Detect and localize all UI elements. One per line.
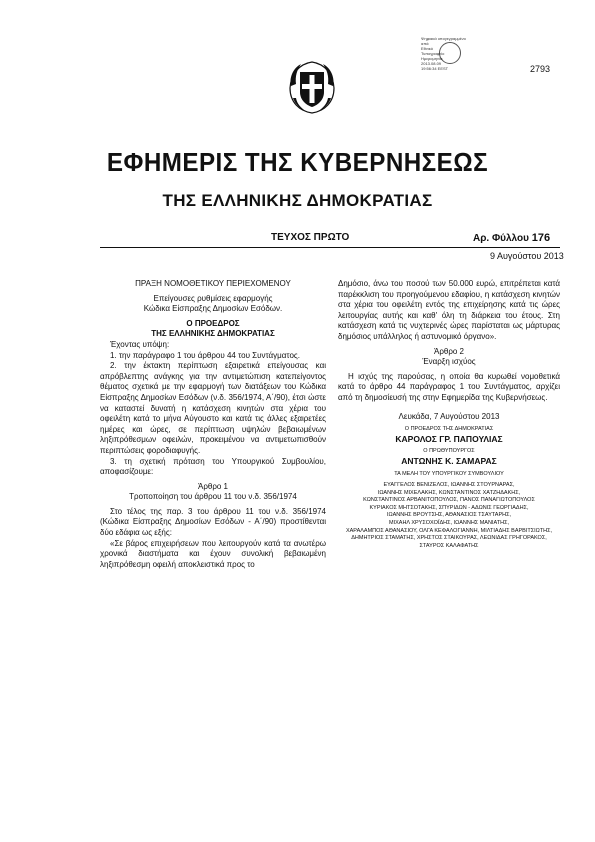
- act-title-line: Επείγουσες ρυθμίσεις εφαρμογής: [153, 293, 273, 303]
- stamp-line: Τυπογραφείο: [421, 51, 445, 56]
- article-heading: Άρθρο 2: [433, 346, 464, 356]
- issue-date: 9 Αυγούστου 2013: [490, 251, 564, 261]
- council-member-line: ΚΥΡΙΑΚΟΣ ΜΗΤΣΟΤΑΚΗΣ, ΣΠΥΡΙΔΩΝ - ΑΔΩΝΙΣ ΓΕΩΡΓΙΑΔΗΣ,: [369, 504, 529, 511]
- stamp-line: Εθνικό: [421, 46, 433, 51]
- sheet-number-block: [473, 232, 550, 244]
- council-member-line: ΜΙΧΑΗΛ ΧΡΥΣΟΧΟΪΔΗΣ, ΙΩΑΝΝΗΣ ΜΑΝΙΑΤΗΣ,: [389, 520, 509, 527]
- council-member-line: ΕΥΑΓΓΕΛΟΣ ΒΕΝΙΖΕΛΟΣ, ΙΩΑΝΝΗΣ ΣΤΟΥΡΝΑΡΑΣ,: [383, 482, 515, 489]
- paragraph: 3. τη σχετική πρόταση του Υπουργικού Συμβουλίου, αποφασίζουμε:: [100, 456, 326, 477]
- having-regard: Έχοντας υπόψη:: [110, 339, 170, 349]
- gazette-title: ΕΦΗΜΕΡΙΣ ΤΗΣ ΚΥΒΕΡΝΗΣΕΩΣ: [106, 147, 489, 177]
- article-title: Τροποποίηση του άρθρου 11 του ν.δ. 356/1974: [129, 492, 297, 502]
- president-heading: ΤΗΣ ΕΛΛΗΝΙΚΗΣ ΔΗΜΟΚΡΑΤΙΑΣ: [151, 329, 275, 339]
- page-number: 2793: [530, 64, 551, 74]
- place-date: Λευκάδα, 7 Αυγούστου 2013: [398, 411, 500, 421]
- pm-label: Ο ΠΡΩΘΥΠΟΥΡΓΟΣ: [423, 448, 475, 455]
- left-column: [100, 279, 326, 570]
- sheet-number: 176: [531, 232, 551, 244]
- article-heading: Άρθρο 1: [197, 481, 228, 491]
- stamp-line: Ψηφιακά υπογεγραμμένο από:: [421, 36, 466, 46]
- gazette-subtitle: ΤΗΣ ΕΛΛΗΝΙΚΗΣ ΔΗΜΟΚΡΑΤΙΑΣ: [162, 191, 433, 210]
- act-title-line: Κώδικα Είσπραξης Δημοσίων Εσόδων.: [143, 304, 283, 314]
- sheet-label: Αρ. Φύλλου: [473, 233, 529, 244]
- paragraph: Στο τέλος της παρ. 3 του άρθρου 11 του ν.δ. 356/1974 (Κώδικα Είσπραξης Δημοσίων Εσόδων - Α΄/90) προστίθενται δύο εδάφια ως εξής:: [100, 506, 326, 538]
- council-member-line: ΚΩΝΣΤΑΝΤΙΝΟΣ ΑΡΒΑΝΙΤΟΠΟΥΛΟΣ, ΠΑΝΟΣ ΠΑΝΑΓΙΩΤΟΠΟΥΛΟΣ: [363, 497, 535, 504]
- paragraph: «Σε βάρος επιχειρήσεων που λειτουργούν κατά τα ανωτέρω χρονικά διαστήματα και έχουν συνολική βεβαιωμένη ληξιπρόθεσμη οφειλή αποκλειστικά προς το: [100, 538, 326, 569]
- stamp-line: 19:56:34 EEST: [421, 66, 449, 71]
- right-column: [338, 279, 560, 550]
- pm-name: ΑΝΤΩΝΗΣ Κ. ΣΑΜΑΡΑΣ: [401, 455, 497, 466]
- paragraph: 2. την έκτακτη περίπτωση εξαιρετικά επείγουσας και απρόβλεπτης ανάγκης για την αντιμετώπιση κατεπείγοντος θέματος σχετικά με την εφαρμογή των διατάξεων του Κώδικα Είσπραξης Δημοσίων Εσόδων (ν.δ. 356/1974, Α΄/90), έτσι ώστε να καταστεί δυνατή η κατάσχεση κινητών στα χέρια του οφειλέτη κατά το μήνα Αύγουστο και κατά τις άλλες εξαιρετέες ημέρες και ώρες, σε περίπτωση υψηλών βεβαιωμένων ληξιπρόθεσμων οφειλών, προκειμένου να αντιμετωπισθούν περιπτώσεις φοροδιαφυγής.: [100, 361, 326, 455]
- president-label: Ο ΠΡΟΕΔΡΟΣ ΤΗΣ ΔΗΜΟΚΡΑΤΙΑΣ: [404, 426, 494, 433]
- stamp-line: Ημερομηνία:: [421, 56, 444, 61]
- council-label: ΤΑ ΜΕΛΗ ΤΟΥ ΥΠΟΥΡΓΙΚΟΥ ΣΥΜΒΟΥΛΙΟΥ: [394, 470, 504, 477]
- header-rule: [100, 247, 560, 248]
- greek-coat-of-arms-icon: [283, 58, 341, 116]
- article-title: Έναρξη ισχύος: [422, 357, 476, 367]
- council-member-line: ΔΗΜΗΤΡΙΟΣ ΣΤΑΜΑΤΗΣ, ΧΡΗΣΤΟΣ ΣΤΑΙΚΟΥΡΑΣ, ΛΕΩΝΙΔΑΣ ΓΡΗΓΟΡΑΚΟΣ,: [351, 535, 547, 542]
- council-member-line: ΙΩΑΝΝΗΣ ΒΡΟΥΤΣΗΣ, ΑΘΑΝΑΣΙΟΣ ΤΣΑΥΤΑΡΗΣ,: [386, 512, 512, 519]
- president-heading: Ο ΠΡΟΕΔΡΟΣ: [186, 318, 240, 328]
- issue-label: ΤΕΥΧΟΣ ΠΡΩΤΟ: [271, 232, 350, 243]
- paragraph: Δημόσιο, άνω του ποσού των 50.000 ευρώ, επιτρέπεται κατά παρέκκλιση του προηγούμενου εδαφίου, η κατάσχεση κινητών στα χέρια του οφειλέτη εντός της επιχείρησης κατά τις ώρες λειτουργίας αυτής και καθ' όλη τη διάρκεια του έτους. Στη κατάσχεση κατά τις νυχτερινές ώρες παρίσταται ως μάρτυρας δημόσιος υπάλληλος ή αστυνομικό όργανο».: [338, 279, 560, 341]
- act-type: ΠΡΑΞΗ ΝΟΜΟΘΕΤΙΚΟΥ ΠΕΡΙΕΧΟΜΕΝΟΥ: [135, 279, 291, 288]
- paragraph: 1. την παράγραφο 1 του άρθρου 44 του Συντάγματος.: [110, 350, 300, 360]
- council-member-line: ΙΩΑΝΝΗΣ ΜΙΧΕΛΑΚΗΣ, ΚΩΝΣΤΑΝΤΙΝΟΣ ΧΑΤΖΗΔΑΚΗΣ,: [377, 489, 521, 496]
- digital-signature-stamp: [421, 36, 467, 76]
- paragraph: Η ισχύς της παρούσας, η οποία θα κυρωθεί νομοθετικά κατά το άρθρο 44 παράγραφος 1 του Συντάγματος, αρχίζει από τη δημοσίευσή της στην Εφημερίδα της Κυβερνήσεως.: [338, 371, 560, 402]
- stamp-line: 2013.08.09: [421, 61, 442, 66]
- council-member-line: ΧΑΡΑΛΑΜΠΟΣ ΑΘΑΝΑΣΙΟΥ, ΟΛΓΑ ΚΕΦΑΛΟΓΙΑΝΝΗ, ΜΙΛΤΙΑΔΗΣ ΒΑΡΒΙΤΣΙΩΤΗΣ,: [345, 527, 553, 534]
- council-member-line: ΣΤΑΥΡΟΣ ΚΑΛΑΦΑΤΗΣ: [419, 542, 479, 549]
- president-name: ΚΑΡΟΛΟΣ ΓΡ. ΠΑΠΟΥΛΙΑΣ: [395, 433, 503, 444]
